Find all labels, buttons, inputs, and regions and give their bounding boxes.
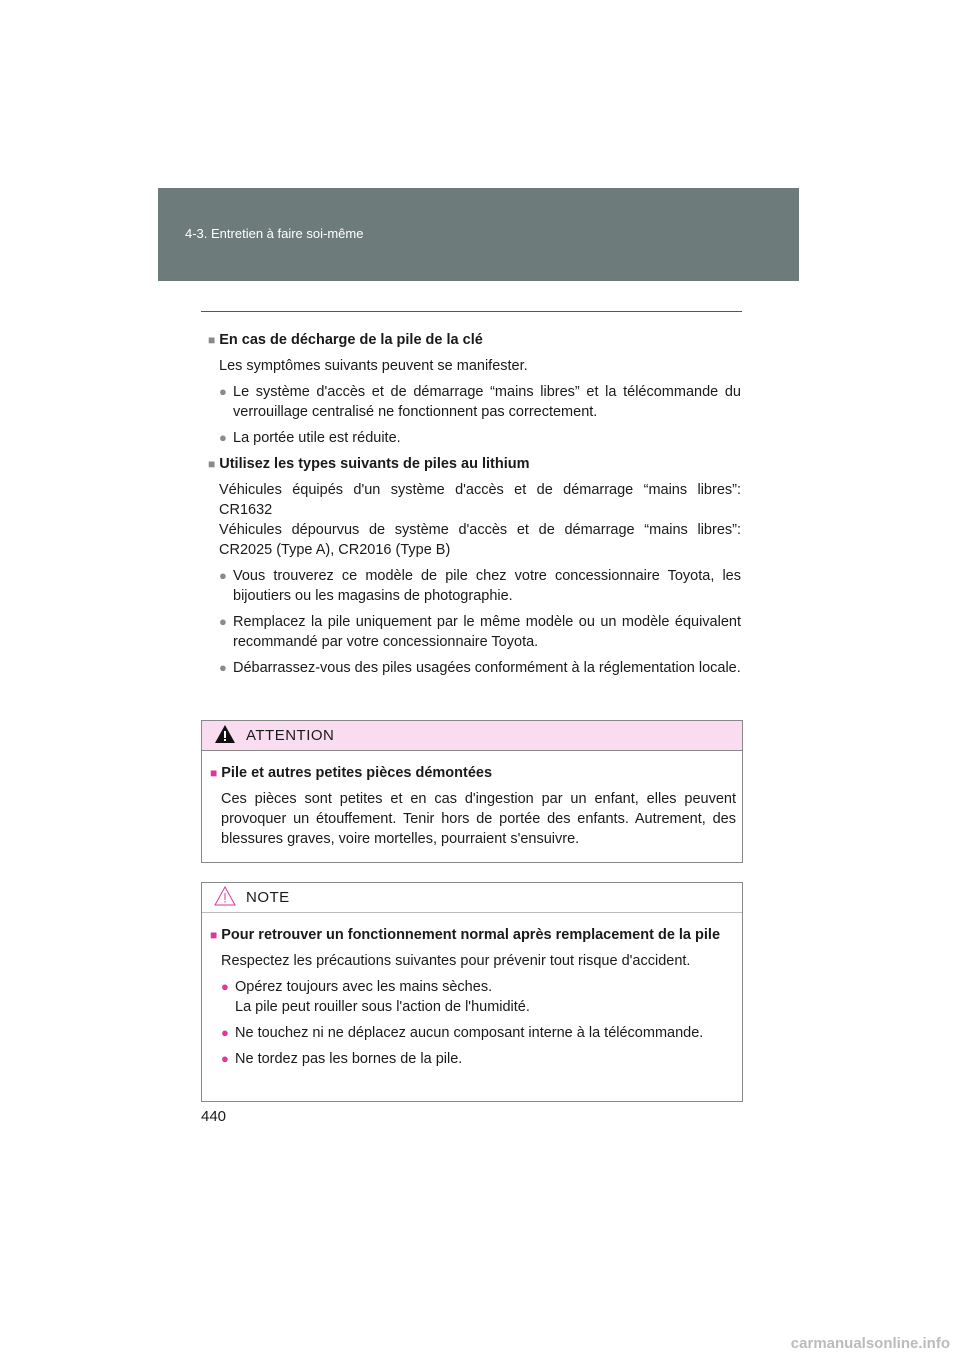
attention-title: ATTENTION [246, 727, 335, 744]
round-bullet-icon: ● [221, 1025, 229, 1040]
round-bullet-icon: ● [221, 1051, 229, 1066]
round-bullet-icon: ● [219, 568, 227, 583]
paragraph: Les symptômes suivants peuvent se manifester. [219, 358, 528, 374]
note-title: NOTE [246, 889, 290, 906]
attention-body [202, 751, 742, 863]
paragraph: Véhicules dépourvus de système d'accès et de démarrage “mains libres”: CR2025 (Type A), CR2016 (Type B) [219, 522, 741, 558]
attention-text: Ces pièces sont petites et en cas d'ingestion par un enfant, elles peuvent provoquer un étouffement. Tenir hors de portée des enfants. Autrement, des blessures graves, voire mortelles, pourraient s'ensuivre. [221, 791, 736, 847]
list-item: ● Remplacez la pile uniquement par le même modèle ou un modèle équivalent recommandé par votre concessionnaire Toyota. [219, 614, 741, 650]
attention-heading: ■ Pile et autres petites pièces démontées [210, 765, 493, 781]
caution-icon [214, 886, 236, 910]
square-bullet-icon: ■ [208, 457, 216, 471]
section-heading: ■ Utilisez les types suivants de piles au lithium [208, 456, 530, 472]
note-box [201, 882, 743, 1102]
round-bullet-icon: ● [219, 660, 227, 675]
list-item: ● La portée utile est réduite. [219, 430, 401, 446]
square-bullet-icon: ■ [210, 766, 218, 780]
list-item: ● Ne touchez ni ne déplacez aucun composant interne à la télécommande. [221, 1025, 704, 1041]
main-content [208, 330, 741, 684]
square-bullet-icon: ■ [208, 333, 216, 347]
list-item: ● Opérez toujours avec les mains sèches. La pile peut rouiller sous l'action de l'humidité. [221, 979, 530, 1015]
list-item: ● Ne tordez pas les bornes de la pile. [221, 1051, 463, 1067]
round-bullet-icon: ● [221, 979, 229, 994]
section-heading: ■ En cas de décharge de la pile de la clé [208, 332, 483, 348]
round-bullet-icon: ● [219, 430, 227, 445]
warning-icon [214, 724, 236, 748]
note-heading: ■ Pour retrouver un fonctionnement normal après remplacement de la pile [210, 927, 721, 943]
note-header [202, 883, 742, 913]
section-header-band [158, 188, 799, 281]
page-number: 440 [201, 1108, 227, 1125]
square-bullet-icon: ■ [210, 928, 218, 942]
attention-header [202, 721, 742, 751]
attention-box [201, 720, 743, 863]
divider [201, 311, 742, 312]
list-item: ● Vous trouverez ce modèle de pile chez votre concessionnaire Toyota, les bijoutiers ou les magasins de photographie. [219, 568, 741, 604]
round-bullet-icon: ● [219, 614, 227, 629]
note-body [202, 913, 742, 1083]
section-label: 4-3. Entretien à faire soi-même [185, 226, 364, 241]
list-item: ● Le système d'accès et de démarrage “mains libres” et la télécommande du verrouillage centralisé ne fonctionnent pas correctement. [219, 384, 741, 420]
note-intro: Respectez les précautions suivantes pour prévenir tout risque d'accident. [221, 953, 691, 969]
list-item: ● Débarrassez-vous des piles usagées conformément à la réglementation locale. [219, 660, 741, 676]
paragraph: Véhicules équipés d'un système d'accès et de démarrage “mains libres”: CR1632 [219, 482, 741, 518]
watermark: carmanualsonline.info [790, 1335, 950, 1352]
round-bullet-icon: ● [219, 384, 227, 399]
